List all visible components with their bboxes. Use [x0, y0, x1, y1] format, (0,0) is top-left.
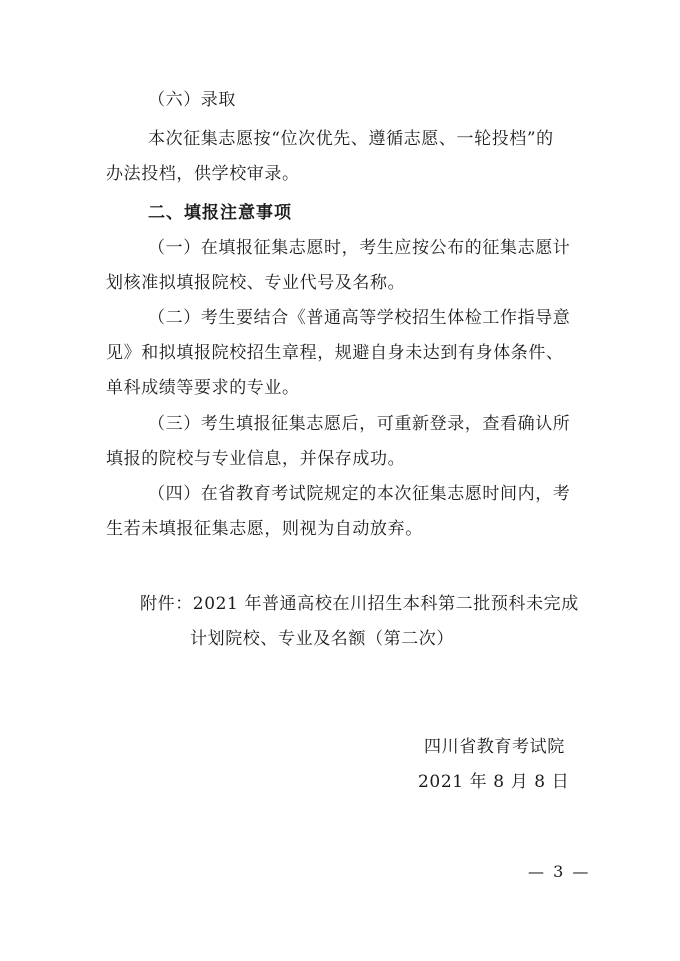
paragraph-line: 填报的院校与专业信息，并保存成功。: [106, 449, 406, 469]
paragraph-line: （三）考生填报征集志愿后，可重新登录，查看确认所: [148, 414, 571, 434]
section-title-admission: （六）录取: [148, 90, 236, 110]
issuer-org: 四川省教育考试院: [424, 737, 565, 757]
paragraph-line: 本次征集志愿按“位次优先、遵循志愿、一轮投档”的: [148, 129, 554, 149]
page-number: — 3 —: [528, 862, 591, 881]
paragraph-line: （四）在省教育考试院规定的本次征集志愿时间内，考: [148, 484, 571, 504]
section-heading-notes: 二、填报注意事项: [148, 203, 292, 223]
paragraph-line: 办法投档，供学校审录。: [106, 164, 300, 184]
attachment-line: 附件：2021 年普通高校在川招生本科第二批预科未完成: [140, 594, 579, 614]
paragraph-line: （二）考生要结合《普通高等学校招生体检工作指导意: [148, 308, 571, 328]
paragraph-line: 见》和拟填报院校招生章程，规避自身未达到有身体条件、: [106, 343, 564, 363]
paragraph-line: 划核准拟填报院校、专业代号及名称。: [106, 273, 406, 293]
paragraph-line: （一）在填报征集志愿时，考生应按公布的征集志愿计: [148, 238, 571, 258]
paragraph-line: 单科成绩等要求的专业。: [106, 378, 300, 398]
issue-date: 2021 年 8 月 8 日: [418, 772, 570, 792]
paragraph-line: 生若未填报征集志愿，则视为自动放弃。: [106, 519, 423, 539]
attachment-line: 计划院校、专业及名额（第二次）: [190, 629, 454, 649]
